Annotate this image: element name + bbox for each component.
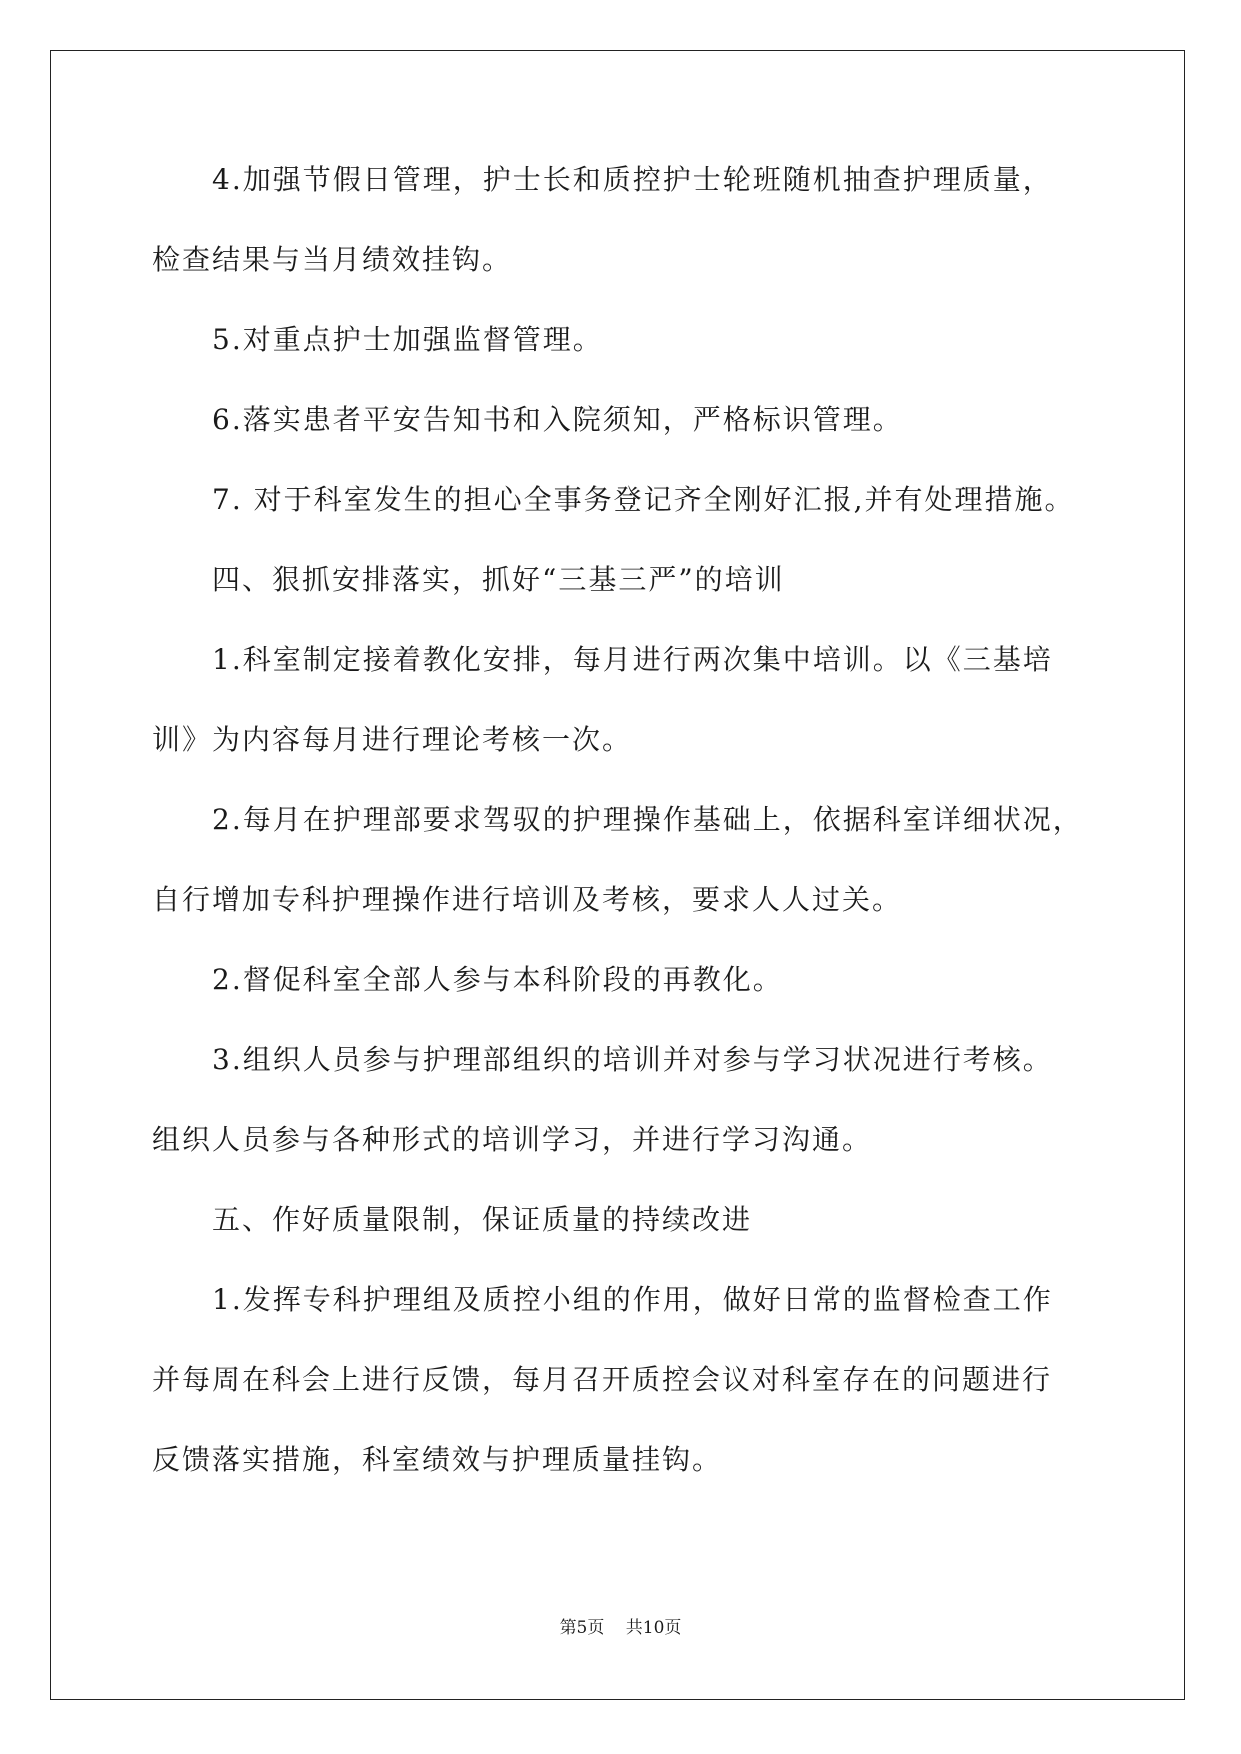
text-line: 4.加强节假日管理，护士长和质控护士轮班随机抽查护理质量， <box>212 163 1053 196</box>
text-line: 训》为内容每月进行理论考核一次。 <box>152 723 633 756</box>
text-line: 2.督促科室全部人参与本科阶段的再教化。 <box>212 963 783 996</box>
text-line: 五、作好质量限制，保证质量的持续改进 <box>212 1203 753 1236</box>
text-line: 并每周在科会上进行反馈，每月召开质控会议对科室存在的问题进行 <box>152 1363 1053 1396</box>
text-line: 1.发挥专科护理组及质控小组的作用，做好日常的监督检查工作 <box>212 1283 1053 1316</box>
text-line: 6.落实患者平安告知书和入院须知，严格标识管理。 <box>212 403 903 436</box>
text-line: 组织人员参与各种形式的培训学习，并进行学习沟通。 <box>152 1123 873 1156</box>
text-line: 7. 对于科室发生的担心全事务登记齐全刚好汇报,并有处理措施。 <box>212 483 1075 516</box>
text-line: 检查结果与当月绩效挂钩。 <box>152 243 513 276</box>
text-line: 自行增加专科护理操作进行培训及考核，要求人人过关。 <box>152 883 903 916</box>
text-line: 1.科室制定接着教化安排，每月进行两次集中培训。以《三基培 <box>212 643 1053 676</box>
total-pages-label: 共10页 <box>625 1618 682 1638</box>
current-page-label: 第5页 <box>559 1618 605 1638</box>
text-line: 3.组织人员参与护理部组织的培训并对参与学习状况进行考核。 <box>212 1043 1053 1076</box>
document-body <box>152 160 1087 1520</box>
text-line: 反馈落实措施，科室绩效与护理质量挂钩。 <box>152 1443 723 1476</box>
text-line: 5.对重点护士加强监督管理。 <box>212 323 603 356</box>
page-footer <box>0 1613 1241 1638</box>
text-line: 2.每月在护理部要求驾驭的护理操作基础上，依据科室详细状况， <box>212 803 1083 836</box>
text-line: 四、狠抓安排落实，抓好“三基三严”的培训 <box>212 563 785 596</box>
